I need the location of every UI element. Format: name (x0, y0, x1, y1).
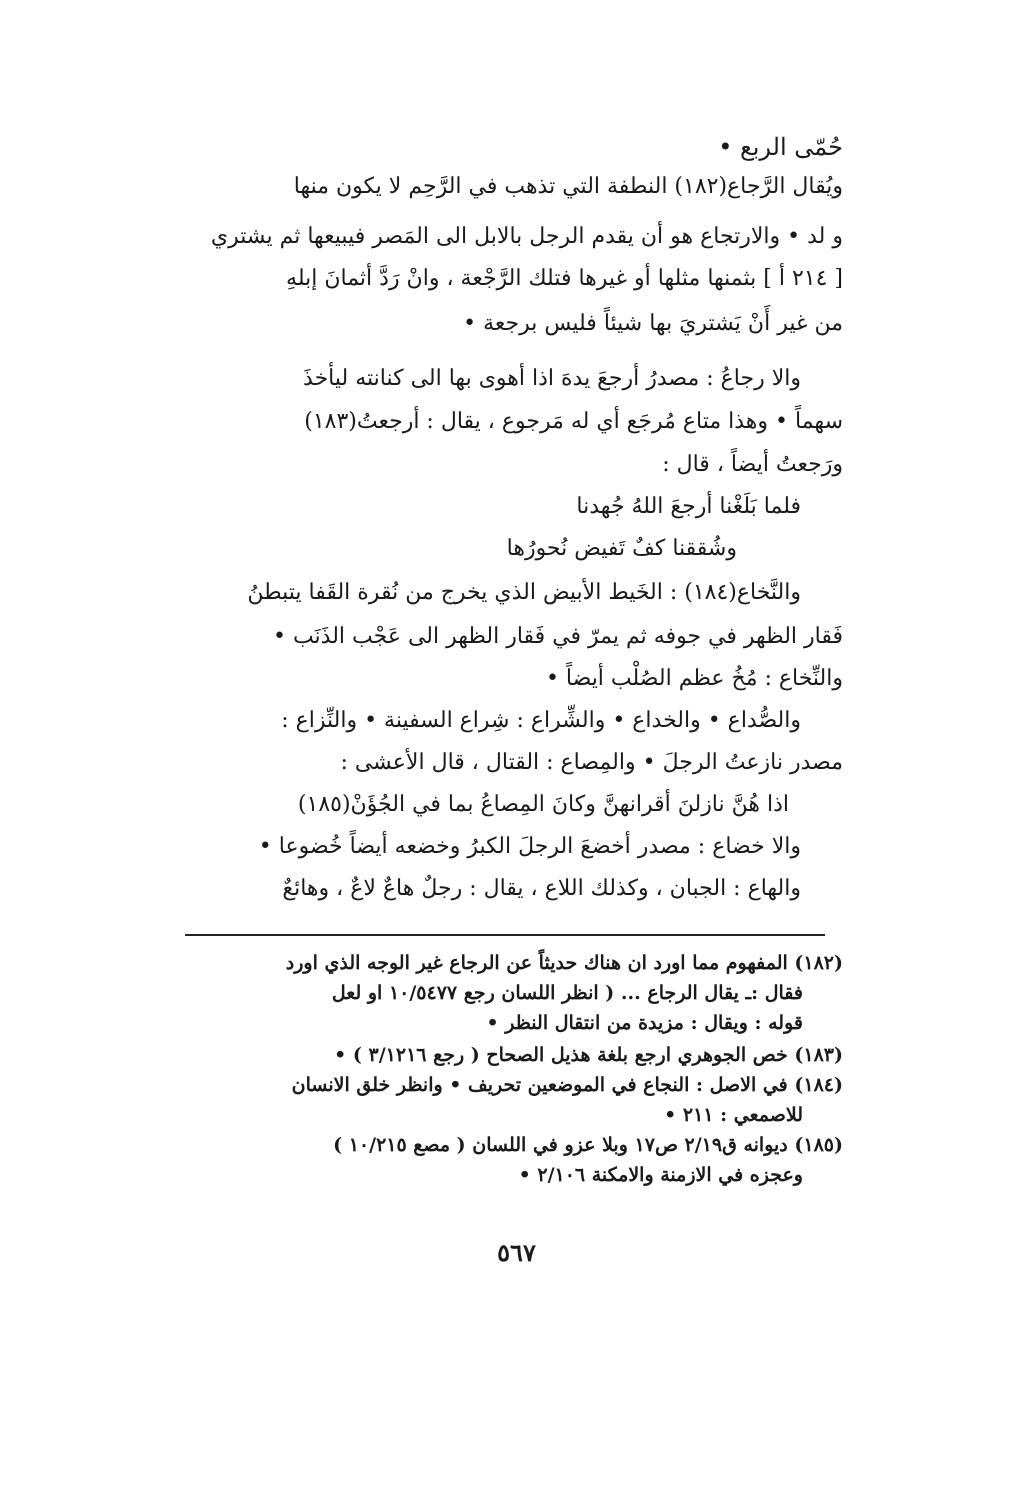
body-line-15: والهاع : الجبان ، وكذلك اللاع ، يقال : رجلٌ هاعٌ لاعٌ ، وهائعٌ (282, 876, 801, 901)
page-number: ٥٦٧ (497, 1238, 536, 1267)
verse-line-2: وشُققنا كفٌ تَفيض نُحورُها (506, 536, 737, 561)
body-line-8: ورَجعتُ أيضاً ، قال : (662, 452, 843, 477)
footnote-184-cont: للاصمعي : ٢١١ • (664, 1104, 803, 1126)
body-line-1: حُمّى الربع • (718, 133, 843, 161)
body-line-12: والصُّداع • والخداع • والشِّراع : شِراع السفينة • والنِّزاع : (281, 708, 801, 733)
body-line-13: مصدر نازعتُ الرجلَ • والمِصاع : القتال ، قال الأعشى : (340, 750, 843, 775)
footnote-182-cont-1: فقال :ـ يقال الرجاع ... ( انظر اللسان رجع ١٠/٥٤٧٧ او لعل (331, 982, 803, 1004)
body-line-2: ويُقال الرَّجاع(١٨٢) النطفة التي تذهب في الرَّحِم لا يكون منها (293, 174, 843, 199)
verse-line-3: اذا هُنَّ نازلنَ أقرانهنَّ وكانَ المِصاعُ بما في الجُؤَنْ(١٨٥) (297, 792, 789, 817)
footnote-185: (١٨٥) ديوانه ق٢/١٩ ص١٧ وبلا عزو في اللسان ( مصع ١٠/٢١٥ ) (333, 1134, 843, 1156)
footnote-185-cont: وعجزه في الازمنة والامكنة ٢/١٠٦ • (518, 1164, 803, 1186)
body-line-7: سهماً • وهذا متاع مُرجَع أي له مَرجوع ، يقال : أرجعتُ(١٨٣) (304, 409, 843, 434)
body-line-10: فَقار الظهر في جوفه ثم يمرّ في فَقار الظهر الى عَجْب الذَنَب • (272, 624, 843, 649)
body-line-9: والنَّخاع(١٨٤) : الخَيط الأبيض الذي يخرج من نُقرة القَفا يتبطنُ (247, 580, 801, 605)
body-line-5: من غير أَنْ يَشتريَ بها شيئاً فليس برجعة • (463, 311, 843, 336)
body-line-3: و لد • والارتجاع هو أن يقدم الرجل بالابل الى المَصر فيبيعها ثم يشتري (210, 224, 843, 249)
body-line-6: والا رجاعُ : مصدرُ أرجعَ يدهَ اذا أهوى بها الى كنانته ليأخذَ (303, 366, 801, 391)
footnote-184: (١٨٤) في الاصل : النجاع في الموضعين تحريف • وانظر خلق الانسان (291, 1074, 843, 1096)
body-line-14: والا خضاع : مصدر أخضعَ الرجلَ الكبرُ وخضعه أيضاً خُضوعا • (258, 834, 801, 859)
body-line-4: [ ٢١٤ أ ] بثمنها مثلها أو غيرها فتلك الرَّجْعة ، وانْ رَدَّ أثمانَ إبلهِ (286, 266, 843, 291)
footnote-182-cont-2: قوله : ويقال : مزيدة من انتقال النظر • (486, 1012, 803, 1034)
footnote-separator (185, 934, 825, 936)
footnote-182: (١٨٢) المفهوم مما اورد ان هناك حديثاً عن الرجاع غير الوجه الذي اورد (285, 952, 843, 974)
footnote-183: (١٨٣) خص الجوهري ارجع بلغة هذيل الصحاح ( رجع ٣/١٢١٦ ) • (334, 1044, 843, 1066)
body-line-11: والنِّخاع : مُخُ عظم الصُلْب أيضاً • (545, 666, 843, 691)
verse-line-1: فلما بَلَغْنا أرجعَ اللهُ جُهدنا (576, 494, 801, 519)
